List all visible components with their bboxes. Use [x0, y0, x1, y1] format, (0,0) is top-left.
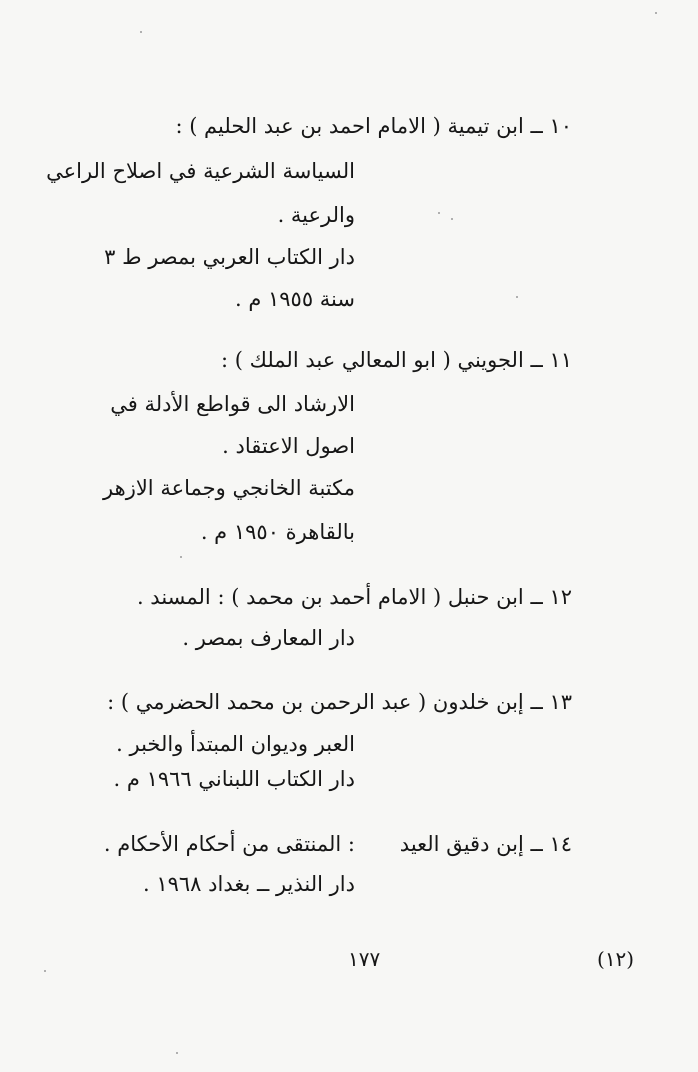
- entry-14-title: : المنتقى من أحكام الأحكام .: [103, 832, 355, 856]
- scan-speck: [451, 218, 453, 220]
- entry-10-head: ١٠ ــ ابن تيمية ( الامام احمد بن عبد الحليم ) :: [175, 114, 572, 138]
- entry-10-line-4: سنة ١٩٥٥ م .: [234, 287, 355, 311]
- entry-13-line-2: دار الكتاب اللبناني ١٩٦٦ م .: [113, 767, 355, 791]
- entry-11-line-1: الارشاد الى قواطع الأدلة في: [110, 392, 355, 416]
- entry-11-line-2: اصول الاعتقاد .: [222, 434, 355, 458]
- entry-10-line-2: والرعية .: [277, 203, 355, 227]
- entry-13-head: ١٣ ــ إبن خلدون ( عبد الرحمن بن محمد الحضرمي ) :: [107, 690, 572, 714]
- entry-14-line-1: دار النذير ــ بغداد ١٩٦٨ .: [142, 872, 355, 896]
- scan-speck: [516, 296, 518, 298]
- scan-speck: [655, 12, 657, 14]
- entry-12-head: ١٢ ــ ابن حنبل ( الامام أحمد بن محمد ) : المسند .: [136, 585, 572, 609]
- entry-10-line-3: دار الكتاب العربي بمصر ط ٣: [104, 245, 355, 269]
- scan-speck: [140, 31, 142, 33]
- entry-11-head: ١١ ــ الجويني ( ابو المعالي عبد الملك ) :: [221, 348, 572, 372]
- entry-11-line-4: بالقاهرة ١٩٥٠ م .: [200, 520, 355, 544]
- scan-speck: [44, 970, 46, 972]
- entry-14-head: ١٤ ــ إبن دقيق العيد: [399, 832, 572, 856]
- scan-speck: [176, 1052, 178, 1054]
- entry-10-line-1: السياسة الشرعية في اصلاح الراعي: [46, 159, 355, 183]
- entry-12-line-1: دار المعارف بمصر .: [182, 626, 355, 650]
- entry-11-line-3: مكتبة الخانجي وجماعة الازهر: [103, 476, 355, 500]
- page-number: ١٧٧: [348, 947, 381, 971]
- entry-13-line-1: العبر وديوان المبتدأ والخبر .: [116, 732, 355, 756]
- scan-speck: [438, 212, 440, 214]
- scan-speck: [180, 556, 182, 558]
- sheet-number: (١٢): [597, 947, 635, 971]
